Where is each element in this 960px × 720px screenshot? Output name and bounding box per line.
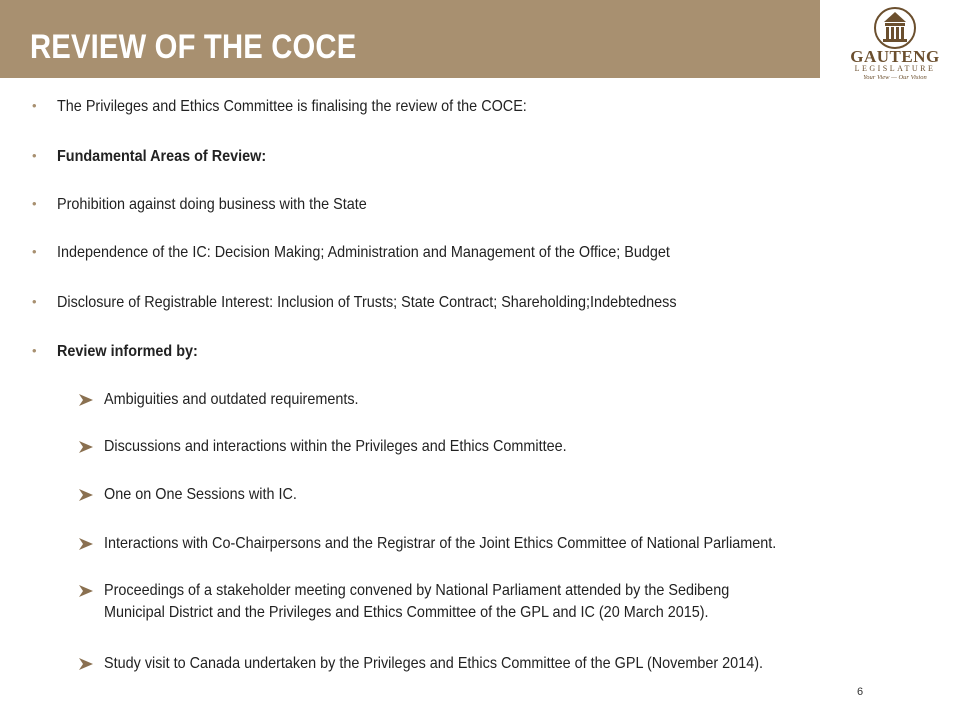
sub-bullet-item: [104, 390, 387, 410]
arrow-bullet-icon: [78, 440, 94, 454]
slide-title: REVIEW OF THE COCE: [30, 28, 357, 66]
bullet-text: Review informed by:: [57, 343, 198, 360]
logo-subtitle: LEGISLATURE: [854, 64, 936, 73]
bullet-dot: •: [32, 343, 37, 358]
arrow-bullet-icon: [78, 584, 94, 598]
arrow-bullet-icon: [78, 537, 94, 551]
bullet-item: [57, 97, 579, 117]
arrow-bullet-icon: [78, 393, 94, 407]
logo-name: GAUTENG: [850, 47, 940, 66]
sub-bullet-text: Ambiguities and outdated requirements.: [104, 391, 359, 408]
bullet-dot: •: [32, 148, 37, 163]
logo-tagline: Your View — Our Vision: [863, 74, 927, 81]
sub-bullet-item: [104, 534, 851, 554]
arrow-bullet-icon: [78, 488, 94, 502]
sub-bullet-text: Municipal District and the Privileges and Ethics Committee of the GPL and IC (20 March 2015).: [104, 604, 709, 621]
sub-bullet-item: [104, 654, 836, 674]
bullet-text: Fundamental Areas of Review:: [57, 148, 267, 165]
bullet-dot: •: [32, 244, 37, 259]
sub-bullet-text: Study visit to Canada undertaken by the Privileges and Ethics Committee of the GPL (November 2014).: [104, 655, 764, 672]
bullet-dot: •: [32, 294, 37, 309]
sub-bullet-text: Discussions and interactions within the Privileges and Ethics Committee.: [104, 438, 567, 455]
bullet-dot: •: [32, 196, 37, 211]
sub-bullet-item: [104, 485, 318, 505]
bullet-item-heading: [57, 342, 213, 362]
bullet-item: [57, 293, 745, 313]
sub-bullet-text: One on One Sessions with IC.: [104, 486, 297, 503]
bullet-text: Disclosure of Registrable Interest: Inclusion of Trusts; State Contract; Shareholding;Indebtedness: [57, 294, 677, 311]
bullet-item: [57, 195, 401, 215]
sub-bullet-text: Proceedings of a stakeholder meeting convened by National Parliament attended by the Sedibeng: [104, 582, 730, 599]
bullet-text: Prohibition against doing business with the State: [57, 196, 367, 213]
bullet-item: [57, 243, 738, 263]
sub-bullet-item: [104, 437, 618, 457]
bullet-text: The Privileges and Ethics Committee is finalising the review of the COCE:: [57, 98, 527, 115]
arrow-bullet-icon: [78, 657, 94, 671]
bullet-item-heading: [57, 147, 289, 167]
bullet-dot: •: [32, 98, 37, 113]
sub-bullet-text: Interactions with Co-Chairpersons and the Registrar of the Joint Ethics Committee of National Parliament.: [104, 535, 777, 552]
page-number: 6: [857, 686, 864, 698]
sub-bullet-item: [104, 581, 799, 601]
sub-bullet-item-continuation: [104, 603, 776, 623]
bullet-text: Independence of the IC: Decision Making; Administration and Management of the Office; Budget: [57, 244, 670, 261]
